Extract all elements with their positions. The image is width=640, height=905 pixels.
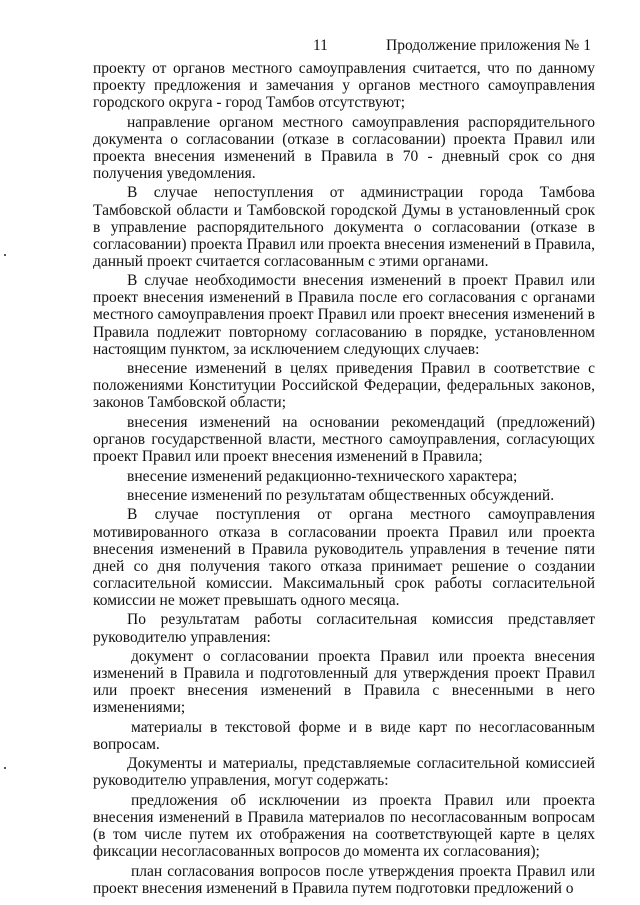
paragraph: Документы и материалы, представляемые согласительной комиссией руководителю управления, могут содержать:: [93, 755, 595, 790]
paragraph: внесение изменений в целях приведения Правил в соответствие с положениями Конституции Российской Федерации, федеральных законов, законов Тамбовской области;: [93, 360, 595, 412]
paragraph: документ о согласовании проекта Правил или проекта внесения изменений в Правила и подготовленный для утверждения проект Правил или проект внесения изменений в Правила с внесенными в него изменениями;: [93, 648, 595, 717]
appendix-continuation-label: Продолжение приложения № 1: [386, 37, 591, 54]
paragraph: В случае необходимости внесения изменений в проект Правил или проект внесения изменений в Правила после его согласования с органами местного самоуправления проект Правил или проект внесения изменений в Правила подлежит повторному согласованию в порядке, установленном настоящим пунктом, за исключением следующих случаев:: [93, 272, 595, 358]
paragraph: предложения об исключении из проекта Правил или проекта внесения изменений в Правила материалов по несогласованным вопросам (в том числе путем их отображения на соответствующей карте в целях фиксации несогласованных вопросов до момента их согласования);: [93, 791, 595, 861]
paragraph: По результатам работы согласительная комиссия представляет руководителю управления:: [93, 611, 595, 646]
paragraph: внесение изменений редакционно-технического характера;: [127, 467, 518, 485]
paragraph: В случае поступления от органа местного самоуправления мотивированного отказа в согласовании проекта Правил или проекта внесения изменений в Правила руководитель управления в течение пяти дней со дня получения такого отказа принимает решение о создании согласительной комиссии. Максимальный срок работы согласительной комиссии не может превышать одного месяца.: [93, 506, 595, 609]
paragraph: направление органом местного самоуправления распорядительного документа о согласовании (отказе в согласовании) проекта Правил или проекта внесения изменений в Правила в 70 - дневный срок со дня получения уведомления.: [93, 113, 595, 182]
paragraph: В случае непоступления от администрации города Тамбова Тамбовской области и Тамбовской городской Думы в установленный срок в управление распорядительного документа о согласовании (отказе в согласовании) проекта Правил или проекта внесения изменений в Правила, данный проект считается согласованным с этими органами.: [93, 184, 595, 270]
paragraph: план согласования вопросов после утверждения проекта Правил или проект внесения изменений в Правила путем подготовки предложений о: [93, 862, 595, 897]
page-number: 11: [313, 37, 328, 54]
paragraph: проекту от органов местного самоуправления считается, что по данному проекту предложения и замечания у органов местного самоуправления городского округа - город Тамбов отсутствуют;: [93, 60, 595, 112]
paragraph: материалы в текстовой форме и в виде карт по несогласованным вопросам.: [93, 718, 595, 753]
scan-speck: [4, 254, 6, 256]
scan-speck: [4, 767, 6, 769]
document-body: [93, 60, 595, 899]
paragraph: внесение изменений по результатам общественных обсуждений.: [127, 486, 555, 504]
paragraph: внесения изменений на основании рекомендаций (предложений) органов государственной власти, местного самоуправления, согласующих проект Правил или проект внесения изменений в Правила;: [93, 413, 595, 466]
